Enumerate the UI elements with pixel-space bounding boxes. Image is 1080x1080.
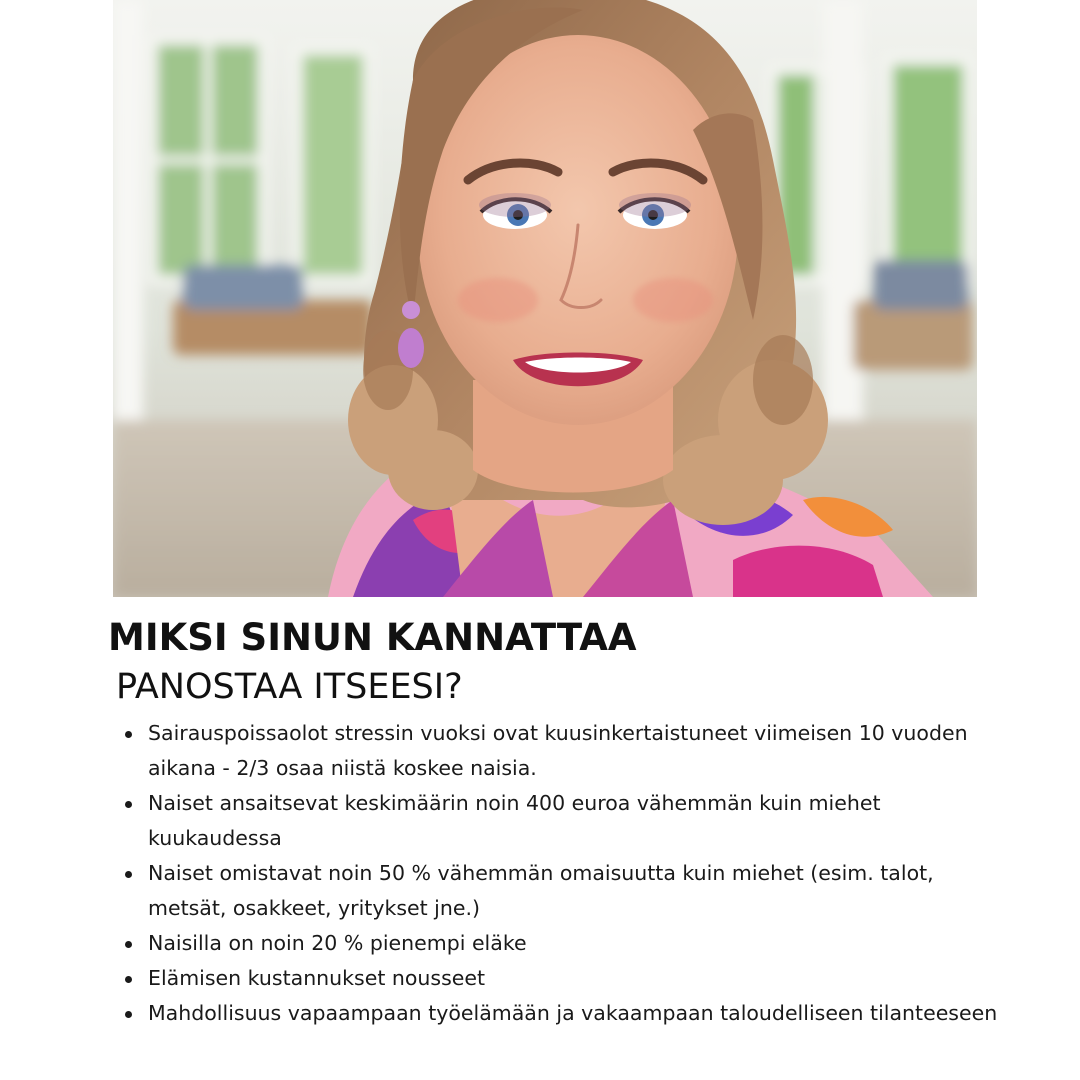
bullet-dot-icon: [125, 871, 132, 878]
bullet-dot-icon: [125, 801, 132, 808]
bullet-item: [122, 856, 1002, 926]
bullet-dot-icon: [125, 976, 132, 983]
bullet-dot-icon: [125, 731, 132, 738]
headline-line-2: PANOSTAA ITSEESI?: [116, 667, 463, 707]
bullet-text: Sairauspoissaolot stressin vuoksi ovat kuusinkertaistuneet viimeisen 10 vuoden aikana - 2/3 osaa niistä koskee naisia.: [148, 721, 968, 780]
bullet-item: [122, 786, 1002, 856]
bullet-item: [122, 926, 1002, 961]
bullet-dot-icon: [125, 1011, 132, 1018]
bullet-text: Naiset omistavat noin 50 % vähemmän omaisuutta kuin miehet (esim. talot, metsät, osakkeet, yritykset jne.): [148, 861, 934, 920]
bullet-item: [122, 996, 1002, 1031]
bullet-text: Naisilla on noin 20 % pienempi eläke: [148, 931, 527, 955]
headline-line-1: MIKSI SINUN KANNATTAA: [108, 616, 637, 659]
bullet-item: [122, 961, 1002, 996]
bullet-text: Naiset ansaitsevat keskimäärin noin 400 euroa vähemmän kuin miehet kuukaudessa: [148, 791, 881, 850]
bullet-text: Mahdollisuus vapaampaan työelämään ja vakaampaan taloudelliseen tilanteeseen: [148, 1001, 998, 1025]
bullet-text: Elämisen kustannukset nousseet: [148, 966, 486, 990]
portrait-illustration: [113, 0, 977, 597]
bullet-item: [122, 716, 1002, 786]
portrait-photo: [113, 0, 977, 597]
bullet-dot-icon: [125, 941, 132, 948]
bullet-list: [122, 716, 1002, 1031]
